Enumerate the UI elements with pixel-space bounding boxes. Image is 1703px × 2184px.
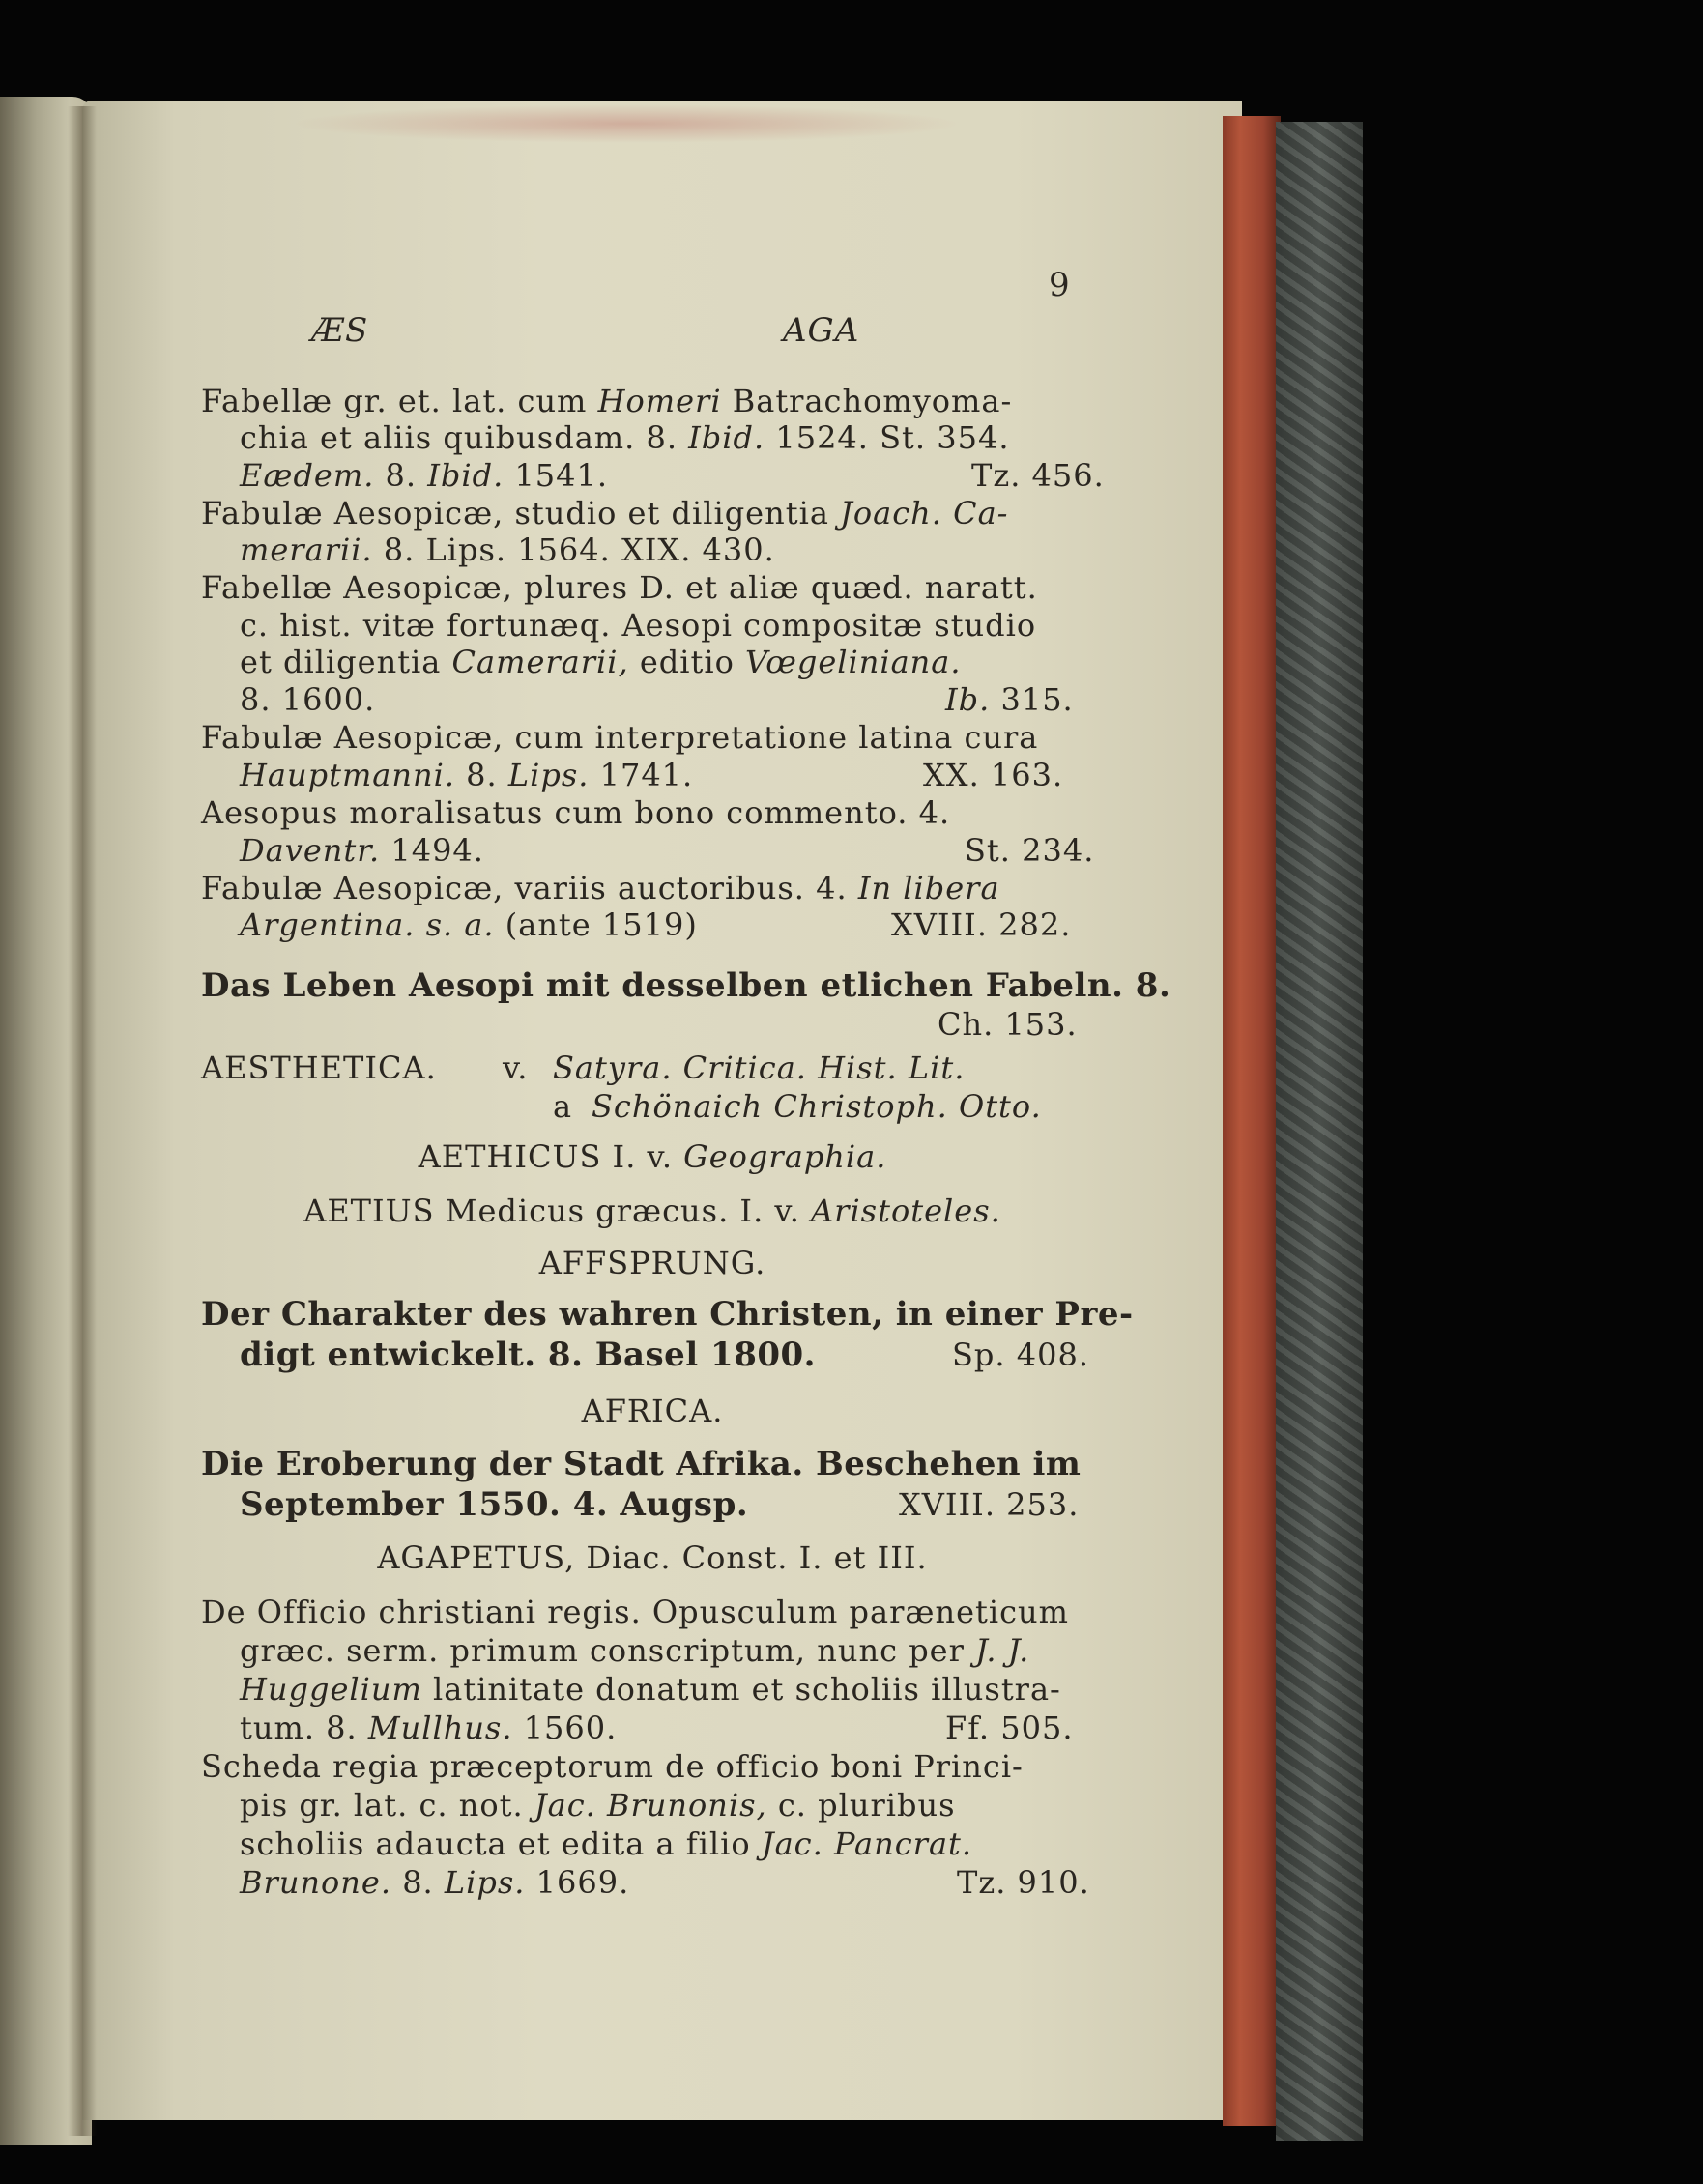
entry-line-11: Hauptmanni. 8. Lips. 1741. <box>240 757 694 793</box>
entry-eroberung-1: Die Eroberung der Stadt Afrika. Beschehen im <box>201 1445 1082 1483</box>
entry-charakter-ref: Sp. 408. <box>952 1336 1089 1373</box>
entry-line-12: Aesopus moralisatus cum bono commento. 4. <box>201 794 951 831</box>
page-edge-red <box>1223 116 1281 2126</box>
running-head-right: AGA <box>783 311 860 350</box>
entry-line-13-ref: St. 234. <box>965 832 1095 869</box>
entry-scheda-4: Brunone. 8. Lips. 1669. <box>240 1864 630 1901</box>
book-cover-board <box>1276 122 1363 2141</box>
entry-line-4: Fabulæ Aesopicæ, studio et diligentia Joach. Ca- <box>201 495 1009 532</box>
entry-line-11-ref: XX. 163. <box>923 757 1064 793</box>
page-number: 9 <box>1049 266 1071 304</box>
entry-line-15-ref: XVIII. 282. <box>891 906 1072 943</box>
entry-line-1: Fabellæ gr. et. lat. cum Homeri Batrachomyoma- <box>201 383 1013 419</box>
entry-line-9: 8. 1600. <box>240 681 376 718</box>
entry-eroberung-ref: XVIII. 253. <box>899 1486 1080 1523</box>
running-head-left: ÆS <box>311 311 369 350</box>
entry-line-5: merarii. 8. Lips. 1564. XIX. 430. <box>240 532 775 568</box>
entry-line-2: chia et aliis quibusdam. 8. Ibid. 1524. St. 354. <box>240 419 1010 456</box>
entry-eroberung-2: September 1550. 4. Augsp. <box>240 1485 749 1524</box>
heading-africa: AFRICA. <box>581 1393 724 1429</box>
entry-scheda-1: Scheda regia præceptorum de officio boni Princi- <box>201 1748 1024 1785</box>
entry-line-3-ref: Tz. 456. <box>971 457 1105 494</box>
entry-line-7: c. hist. vitæ fortunæq. Aesopi compositæ studio <box>240 607 1037 644</box>
entry-scheda-ref: Tz. 910. <box>957 1864 1090 1901</box>
entry-line-3: Eædem. 8. Ibid. 1541. <box>240 457 609 494</box>
heading-aethicus: AETHICUS I. v. Geographia. <box>418 1138 887 1175</box>
entry-line-9-ref: Ib. 315. <box>945 681 1074 718</box>
aesthetica-a: a <box>553 1088 573 1125</box>
heading-aetius: AETIUS Medicus græcus. I. v. Aristoteles. <box>303 1193 1001 1229</box>
book-gutter <box>68 106 97 2136</box>
entry-line-6: Fabellæ Aesopicæ, plures D. et aliæ quæd. naratt. <box>201 569 1038 606</box>
entry-charakter-1: Der Charakter des wahren Christen, in einer Pre- <box>201 1295 1134 1334</box>
entry-scheda-2: pis gr. lat. c. not. Jac. Brunonis, c. pluribus <box>240 1787 956 1824</box>
entry-charakter-2: digt entwickelt. 8. Basel 1800. <box>240 1336 817 1374</box>
entry-de-officio-4: tum. 8. Mullhus. 1560. <box>240 1710 618 1746</box>
entry-de-officio-1: De Officio christiani regis. Opusculum paræneticum <box>201 1594 1069 1630</box>
heading-affsprung: AFFSPRUNG. <box>538 1245 766 1281</box>
entry-de-officio-2: græc. serm. primum conscriptum, nunc per J. J. <box>240 1632 1030 1669</box>
aesthetica-see: v. <box>503 1049 529 1086</box>
heading-agapetus: AGAPETUS, Diac. Const. I. et III. <box>377 1539 928 1576</box>
heading-aesthetica: AESTHETICA. <box>201 1049 437 1086</box>
entry-scheda-3: scholiis adaucta et edita a filio Jac. Pancrat. <box>240 1825 973 1862</box>
entry-de-officio-3: Huggelium latinitate donatum et scholiis illustra- <box>240 1671 1061 1708</box>
entry-line-8: et diligentia Camerarii, editio Vœgeliniana. <box>240 644 962 680</box>
entry-line-13: Daventr. 1494. <box>240 832 484 869</box>
entry-das-leben-ref: Ch. 153. <box>938 1006 1078 1043</box>
aesthetica-refs: Satyra. Critica. Hist. Lit. <box>553 1049 966 1086</box>
entry-das-leben: Das Leben Aesopi mit desselben etlichen Fabeln. 8. <box>201 966 1171 1005</box>
aesthetica-refs-2: Schönaich Christoph. Otto. <box>592 1088 1042 1125</box>
page-stain <box>290 104 967 143</box>
entry-de-officio-ref: Ff. 505. <box>945 1710 1074 1746</box>
entry-line-14: Fabulæ Aesopicæ, variis auctoribus. 4. In libera <box>201 870 1000 906</box>
entry-line-15: Argentina. s. a. (ante 1519) <box>240 906 698 943</box>
entry-line-10: Fabulæ Aesopicæ, cum interpretatione latina cura <box>201 719 1039 756</box>
